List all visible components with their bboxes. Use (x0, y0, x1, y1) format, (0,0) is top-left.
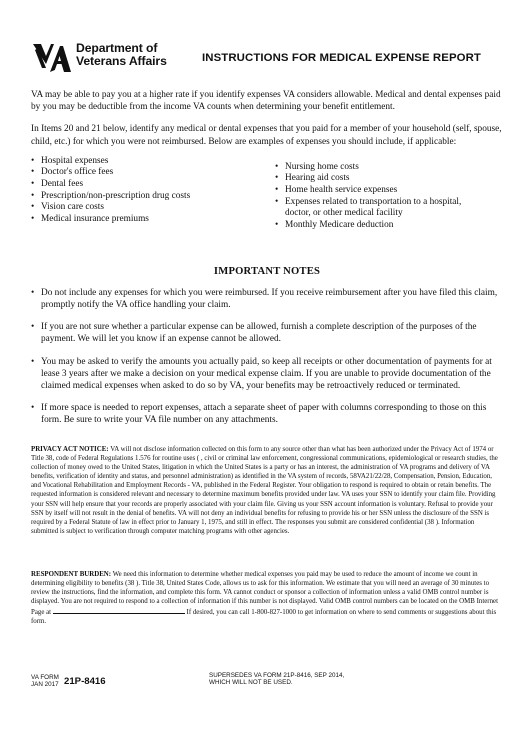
instructions-body (31, 89, 503, 437)
supersedes-line1: SUPERSEDES VA FORM 21P-8416, SEP 2014, (209, 672, 345, 679)
va-seal-logo-icon (32, 42, 72, 74)
privacy-act-notice (31, 445, 501, 536)
supersedes-line2: WHICH WILL NOT BE USED. (209, 679, 293, 687)
org-name-line2: Veterans Affairs (76, 54, 167, 68)
expense-examples (31, 156, 503, 240)
list-item: • Hospital expenses (31, 156, 261, 168)
burden-text-after: If desired, you can call 1-800-827-1000 to get information on where to send comments or suggestions about this form. (31, 609, 497, 626)
respondent-burden (31, 570, 501, 627)
form-number: 21P-8416 (64, 676, 106, 687)
important-notes-list (31, 287, 503, 427)
list-item: • Medical insurance premiums (31, 214, 261, 226)
list-item: • If more space is needed to report expenses, attach a separate sheet of paper with columns corresponding to those on this form. Be sure to write your VA file number on any attachments. (31, 402, 503, 426)
privacy-label: PRIVACY ACT NOTICE: (31, 446, 109, 453)
burden-text: We need this information to determine whether medical expenses you paid may be used to reduce the amount of income we count in determining eligibility to benefits (38 ). Title 38, United States Code, allows us to ask for this information. We estimate that you will need an average of 30 minutes to review the instructions, find the information, and complete this form. VA cannot conduct or sponsor a collection of information unless a valid OMB control number is displayed. You are not required to respond to a collection of information if this number is not displayed. Valid OMB control numbers can be located on the OMB Internet Page at (31, 571, 498, 617)
list-item: • Prescription/non-prescription drug costs (31, 191, 261, 203)
list-item: • If you are not sure whether a particular expense can be allowed, furnish a complete description of the purposes of the payment. We will let you know if an expense cannot be allowed. (31, 321, 503, 345)
org-name (76, 42, 167, 68)
examples-left-list (31, 156, 261, 226)
list-item: • Home health service expenses (275, 185, 485, 197)
supersedes-note (209, 672, 344, 687)
list-item: • Monthly Medicare deduction (275, 220, 485, 232)
burden-label: RESPONDENT BURDEN: (31, 571, 112, 578)
list-item: • You may be asked to verify the amounts you actually paid, so keep all receipts or other documentation of payments for at lease 3 years after we make a decision on your medical expense claim. If you are unable to provide documentation of the claimed medical expenses when asked to do so by VA, your benefits may be retroactively reduced or terminated. (31, 356, 503, 393)
form-label-block (31, 674, 59, 689)
privacy-text: VA will not disclose information collected on this form to any source other than what has been authorized under the Privacy Act of 1974 or Title 38, code of Federal Regulations 1.576 for routine uses ( , civil or criminal law enforcement, congressional communications, epidemiological or research studies, the collection of money owed to the United States, litigation in which the United States is a party or has an interest, the administration of VA programs and delivery of VA benefits, verification of identity and status, and personnel administration) as identified in the VA system of records, 58VA21/22/28, Compensation, Pension, Education, and Vocational Rehabilitation and Employment Records - VA, published in the Federal Register. Your obligation to respond is required to obtain or retain benefits. The requested information is considered relevant and necessary to determine maximum benefits provided under law. VA uses your SSN to identify your claim file. Providing your SSN will help ensure that your records are properly associated with your claim file. Giving us your SSN account information is voluntary. Refusal to provide your SSN by itself will not result in the denial of benefits. VA will not deny an individual benefits for refusing to provide his or her SSN unless the disclosure of the SSN is required by a Federal Statute of law in effect prior to January 1, 1975, and still in effect. The responses you submit are considered confidential (38 ). Information submitted is subject to verification through computer matching programs with other agencies. (31, 446, 498, 535)
intro-paragraph-2: In Items 20 and 21 below, identify any medical or dental expenses that you paid for a member of your household (self, spouse, child, etc.) for which you were not reimbursed. Below are examples of expenses you should include, if applicable: (31, 124, 502, 147)
list-item: • Expenses related to transportation to a hospital, doctor, or other medical facility (275, 197, 485, 220)
examples-right-list (275, 162, 485, 232)
form-label: VA FORM (31, 674, 59, 681)
form-footer (31, 672, 501, 696)
list-item: • Do not include any expenses for which you were reimbursed. If you receive reimbursement after you have filed this claim, promptly notify the VA office handling your claim. (31, 287, 503, 311)
list-item: • Doctor's office fees (31, 167, 261, 179)
list-item: • Dental fees (31, 179, 261, 191)
form-title: INSTRUCTIONS FOR MEDICAL EXPENSE REPORT (202, 52, 481, 64)
omb-url-blank (53, 606, 185, 614)
org-name-line1: Department of (76, 41, 158, 55)
list-item: • Vision care costs (31, 202, 261, 214)
form-header (32, 42, 502, 76)
intro-paragraph-1: VA may be able to pay you at a higher rate if you identify expenses VA considers allowable. Medical and dental expenses paid by you may be deductible from the income VA counts when determining your benefit entitlement. (31, 90, 501, 113)
important-notes-heading: IMPORTANT NOTES (213, 265, 321, 277)
form-date: JAN 2017 (31, 681, 59, 689)
list-item: • Nursing home costs (275, 162, 485, 174)
list-item: • Hearing aid costs (275, 173, 485, 185)
